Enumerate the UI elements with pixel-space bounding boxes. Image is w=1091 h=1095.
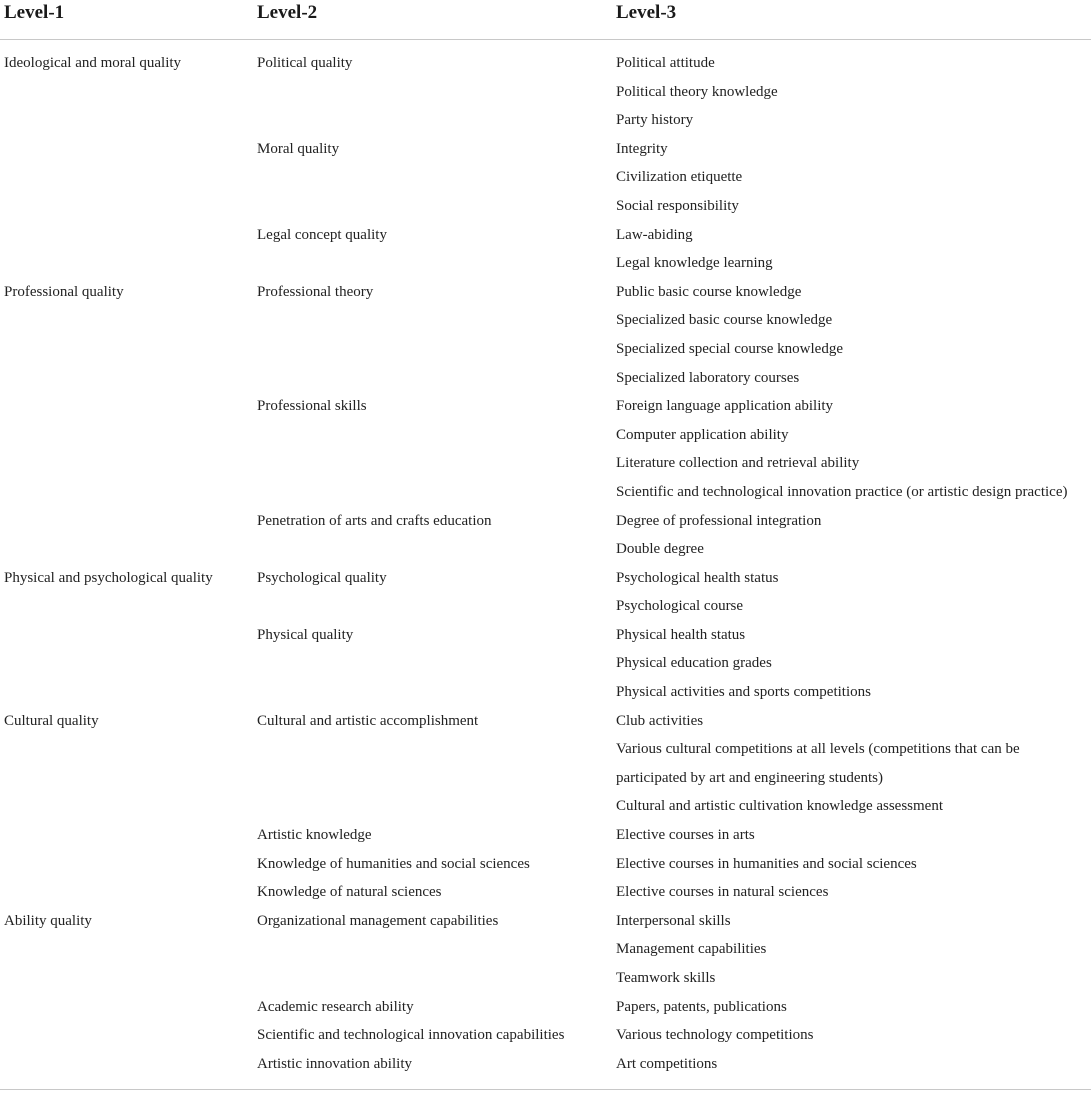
level-2-cell: Physical quality	[257, 626, 354, 643]
level-2-cell: Organizational management capabilities	[257, 912, 499, 929]
level-2-cell: Penetration of arts and crafts education	[257, 512, 492, 529]
level-2-cell: Scientific and technological innovation capabilities	[257, 1027, 565, 1044]
table-row	[0, 850, 1091, 879]
level-3-cell: Various technology competitions	[616, 1027, 814, 1044]
table-row	[0, 221, 1091, 250]
table-row	[0, 364, 1091, 393]
level-3-cell: Law-abiding	[616, 226, 693, 243]
level-2-cell: Professional skills	[257, 398, 367, 415]
level-1-cell: Cultural quality	[4, 712, 99, 729]
table-row	[0, 163, 1091, 192]
header-level-2: Level-2	[257, 2, 318, 23]
table-row	[0, 278, 1091, 307]
table-row	[0, 192, 1091, 221]
level-3-cell: Civilization etiquette	[616, 169, 743, 186]
level-1-cell: Professional quality	[4, 283, 124, 300]
level-3-cell: Integrity	[616, 140, 668, 157]
table-row	[0, 592, 1091, 621]
level-3-cell: Double degree	[616, 541, 704, 558]
level-3-cell: Party history	[616, 112, 694, 129]
table-row	[0, 935, 1091, 964]
level-1-cell: Physical and psychological quality	[4, 569, 213, 586]
level-2-cell: Artistic knowledge	[257, 827, 372, 844]
table-row	[0, 335, 1091, 364]
level-3-cell: Management capabilities	[616, 941, 767, 958]
level-3-cell: Computer application ability	[616, 426, 789, 443]
table-row	[0, 49, 1091, 78]
level-3-cell: Papers, patents, publications	[616, 998, 787, 1015]
table-row	[0, 421, 1091, 450]
level-3-cell: Elective courses in arts	[616, 827, 755, 844]
table-row	[0, 449, 1091, 478]
table-bottom-rule	[0, 1089, 1091, 1090]
level-3-cell: Specialized basic course knowledge	[616, 312, 833, 329]
level-3-cell: Specialized special course knowledge	[616, 340, 843, 357]
level-3-cell: Elective courses in humanities and social sciences	[616, 855, 917, 872]
table-row	[0, 678, 1091, 707]
table-row	[0, 878, 1091, 907]
level-3-cell: Physical activities and sports competitions	[616, 684, 871, 701]
table-row	[0, 1050, 1091, 1079]
level-3-cell: Cultural and artistic cultivation knowledge assessment	[616, 798, 944, 815]
table-row	[0, 106, 1091, 135]
level-3-cell: Foreign language application ability	[616, 398, 834, 415]
level-3-cell: Legal knowledge learning	[616, 255, 773, 272]
level-3-cell: Literature collection and retrieval ability	[616, 455, 860, 472]
level-3-cell: Degree of professional integration	[616, 512, 822, 529]
level-3-cell: Teamwork skills	[616, 970, 716, 986]
table-row	[0, 735, 1091, 792]
level-2-cell: Academic research ability	[257, 998, 414, 1015]
level-3-cell: Interpersonal skills	[616, 912, 731, 929]
table-row	[0, 649, 1091, 678]
level-3-cell: Club activities	[616, 712, 704, 729]
level-2-cell: Legal concept quality	[257, 226, 387, 243]
table-row	[0, 821, 1091, 850]
table-row	[0, 564, 1091, 593]
level-2-cell: Artistic innovation ability	[257, 1055, 412, 1072]
table-row	[0, 478, 1091, 507]
level-3-cell: Political theory knowledge	[616, 83, 778, 100]
table-row	[0, 507, 1091, 536]
header-level-3: Level-3	[616, 2, 677, 23]
table-row	[0, 707, 1091, 736]
level-2-cell: Knowledge of humanities and social sciences	[257, 855, 530, 872]
level-2-cell: Psychological quality	[257, 569, 387, 586]
level-3-cell: Political attitude	[616, 55, 715, 71]
level-3-cell: Physical health status	[616, 626, 746, 643]
header-divider	[0, 39, 1091, 40]
level-2-cell: Professional theory	[257, 283, 374, 300]
table-row	[0, 792, 1091, 821]
level-2-cell: Political quality	[257, 55, 353, 71]
level-3-cell: Various cultural competitions at all levels (competitions that can be participated by art and engineering students)	[616, 741, 1020, 786]
level-3-cell: Psychological course	[616, 598, 744, 615]
table-row	[0, 135, 1091, 164]
level-3-cell: Scientific and technological innovation practice (or artistic design practice)	[616, 483, 1068, 500]
level-3-cell: Physical education grades	[616, 655, 772, 672]
table-header	[0, 0, 1091, 40]
level-3-cell: Elective courses in natural sciences	[616, 884, 829, 901]
level-3-cell: Specialized laboratory courses	[616, 369, 800, 386]
table-row	[0, 535, 1091, 564]
table-row	[0, 306, 1091, 335]
table-row	[0, 249, 1091, 278]
header-level-1: Level-1	[4, 2, 65, 23]
table-row	[0, 621, 1091, 650]
level-2-cell: Knowledge of natural sciences	[257, 884, 442, 901]
level-1-cell: Ability quality	[4, 912, 92, 929]
level-1-cell: Ideological and moral quality	[4, 55, 182, 71]
table-body	[0, 49, 1091, 1078]
table-row	[0, 78, 1091, 107]
level-2-cell: Cultural and artistic accomplishment	[257, 712, 479, 729]
table-row	[0, 993, 1091, 1022]
level-3-cell: Art competitions	[616, 1055, 718, 1072]
table-row	[0, 1021, 1091, 1050]
table-row	[0, 392, 1091, 421]
level-3-cell: Public basic course knowledge	[616, 283, 802, 300]
table-row	[0, 907, 1091, 936]
level-2-cell: Moral quality	[257, 140, 340, 157]
level-3-cell: Social responsibility	[616, 197, 739, 214]
level-3-cell: Psychological health status	[616, 569, 779, 586]
table-row	[0, 964, 1091, 993]
